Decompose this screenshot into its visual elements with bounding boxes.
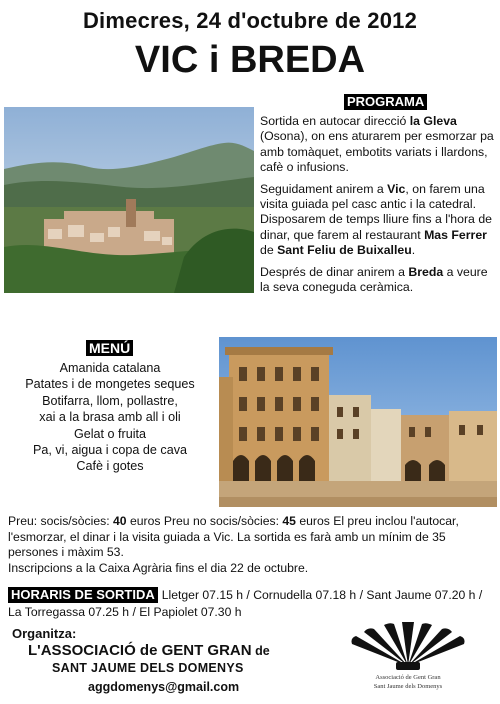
event-title: VIC i BREDA (134, 39, 366, 81)
organizer-email: aggdomenys@gmail.com (88, 680, 240, 694)
menu-item: Cafè i gotes (76, 459, 144, 474)
organizer-name-de: de (251, 644, 270, 658)
menu-item: Amanida catalana (59, 361, 161, 375)
organizer-label: Organitza: (12, 626, 77, 641)
association-logo (344, 622, 472, 694)
menu-label: MENÚ (86, 340, 133, 356)
horaris-label: HORARIS DE SORTIDA (8, 587, 158, 603)
organizer-name-main: L'ASSOCIACIÓ de GENT GRAN (28, 642, 252, 659)
menu-item: Botifarra, llom, pollastre, (42, 393, 178, 408)
programa-text (260, 114, 496, 301)
programa-paragraph-2: Seguidament anirem a Vic, on farem una visita guiada pel casc antic i la catedral. Disposarem de temps lliure fins a l'hora de dinar, que farem al restaurant Mas Ferrer de Sant Feliu de Buixalleu. (260, 181, 492, 258)
departure-times (8, 587, 498, 621)
logo-caption-1: Associació de Gent Gran (375, 674, 441, 681)
programa-paragraph-3: Després de dinar anirem a Breda a veure la seva coneguda ceràmica. (260, 264, 488, 295)
menu-item: Gelat o fruita (73, 426, 147, 441)
organizer-name (28, 642, 270, 659)
programa-paragraph-1: Sortida en autocar direcció la Gleva (Osona), on ens aturarem per esmorzar pa amb tomàquet, embotits variats i llardons, cafè o infusions. (260, 114, 494, 175)
landscape-photo (4, 107, 254, 293)
menu-item: xai a la brasa amb all i oli (39, 410, 181, 425)
logo-caption-2: Sant Jaume dels Domenys (373, 683, 443, 690)
event-date: Dimecres, 24 d'octubre de 2012 (82, 8, 418, 33)
price-info (8, 514, 496, 576)
programa-label: PROGRAMA (344, 94, 427, 110)
organizer-town: SANT JAUME DELS DOMENYS (52, 661, 244, 675)
menu-list (0, 360, 220, 475)
price-paragraph: Preu: socis/sòcies: 40 euros Preu no socis/sòcies: 45 euros El preu inclou l'autocar, l'esmorzar, el dinar i la visita guiada a Vic. La sortida es farà amb un mínim de 35 persones i màxim 53. (8, 514, 459, 560)
menu-item: Pa, vi, aigua i copa de cava (32, 443, 188, 458)
horaris-text: Lletger 07.15 h / Cornudella 07.18 h / Sant Jaume 07.20 h / La Torregassa 07.25 h / El Papiolet 07.30 h (8, 588, 483, 619)
square-photo (219, 337, 497, 507)
menu-item: Patates i de mongetes seques (25, 377, 195, 392)
registration-info: Inscripcions a la Caixa Agrària fins el dia 22 de octubre. (8, 560, 309, 575)
